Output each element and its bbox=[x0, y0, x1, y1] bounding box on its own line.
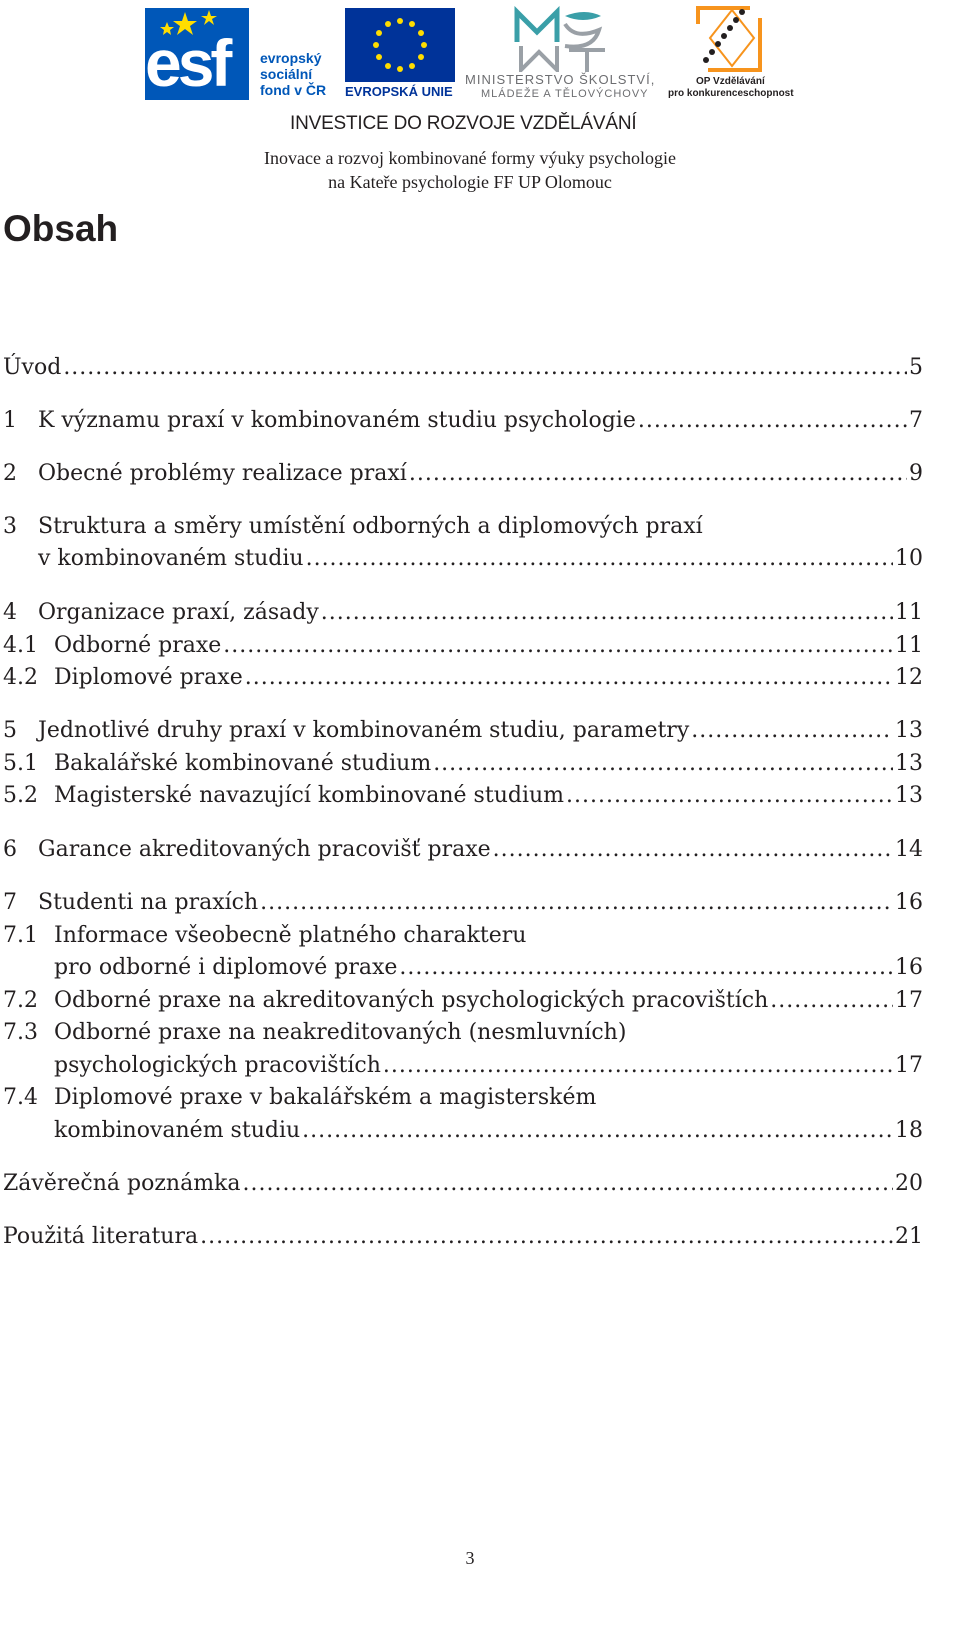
toc-entry[interactable] bbox=[3, 715, 923, 747]
toc-subentry[interactable] bbox=[3, 985, 923, 1017]
toc-entry-number: 4.1 bbox=[3, 633, 38, 658]
toc-entry-title: v kombinovaném studiu bbox=[38, 546, 304, 571]
toc-leader bbox=[306, 543, 893, 575]
op-logo bbox=[668, 4, 798, 100]
toc-entry-page: 11 bbox=[895, 633, 923, 658]
toc-leader bbox=[566, 780, 893, 812]
toc-subentry-continuation[interactable] bbox=[3, 952, 923, 984]
toc-entry-page: 9 bbox=[909, 461, 923, 486]
toc-entry-page: 13 bbox=[895, 783, 923, 808]
toc-entry-title: Diplomové praxe bbox=[54, 665, 243, 690]
toc-entry-page: 11 bbox=[895, 600, 923, 625]
header-logos bbox=[0, 0, 960, 120]
toc-entry[interactable] bbox=[3, 511, 923, 543]
esf-text-line: fond v ČR bbox=[260, 82, 327, 98]
toc-entry-page: 21 bbox=[895, 1224, 923, 1249]
toc-entry-number: 6 bbox=[3, 837, 17, 862]
toc-subentry-continuation[interactable] bbox=[3, 1050, 923, 1082]
toc-entry[interactable] bbox=[3, 834, 923, 866]
toc-leader bbox=[223, 630, 893, 662]
toc-subentry-continuation[interactable] bbox=[3, 1115, 923, 1147]
toc-entry-page: 17 bbox=[895, 1053, 923, 1078]
toc-leader bbox=[63, 352, 907, 384]
toc-entry-number: 7.1 bbox=[3, 923, 38, 948]
toc-subentry[interactable] bbox=[3, 920, 923, 952]
toc-entry-page: 16 bbox=[895, 955, 923, 980]
toc-leader bbox=[243, 1168, 894, 1200]
toc-leader bbox=[638, 405, 907, 437]
toc-entry-title: Organizace praxí, zásady bbox=[38, 600, 319, 625]
esf-text bbox=[260, 50, 326, 98]
toc-entry-continuation[interactable] bbox=[3, 543, 923, 575]
toc-leader bbox=[409, 458, 907, 490]
toc-subentry[interactable] bbox=[3, 748, 923, 780]
toc-entry-title: kombinovaném studiu bbox=[54, 1118, 301, 1143]
toc-entry-title: psychologických pracovištích bbox=[54, 1053, 381, 1078]
toc-entry[interactable] bbox=[3, 597, 923, 629]
toc-entry-number: 2 bbox=[3, 461, 17, 486]
toc-entry-title: Garance akreditovaných pracovišť praxe bbox=[38, 837, 491, 862]
toc-entry-number: 1 bbox=[3, 408, 17, 433]
toc-entry-title: Odborné praxe na neakreditovaných (nesmluvních) bbox=[54, 1020, 627, 1045]
toc-leader bbox=[302, 1115, 893, 1147]
esf-flag bbox=[145, 8, 249, 100]
eu-flag bbox=[345, 8, 455, 82]
toc-leader bbox=[200, 1221, 893, 1253]
toc-entry-page: 13 bbox=[895, 718, 923, 743]
toc-entry-title: Studenti na praxích bbox=[38, 890, 259, 915]
toc-entry-title: Struktura a směry umístění odborných a diplomových praxí bbox=[38, 514, 703, 539]
toc-entry-page: 17 bbox=[895, 988, 923, 1013]
toc-entry-number: 7.4 bbox=[3, 1085, 38, 1110]
msmt-logo bbox=[465, 6, 665, 100]
toc-subentry[interactable] bbox=[3, 1017, 923, 1049]
toc-entry[interactable] bbox=[3, 405, 923, 437]
toc-entry-title: Obecné problémy realizace praxí bbox=[38, 461, 407, 486]
toc-entry[interactable] bbox=[3, 458, 923, 490]
toc-entry-number: 7.3 bbox=[3, 1020, 38, 1045]
toc-leader bbox=[321, 597, 893, 629]
toc-entry-title: Odborné praxe na akreditovaných psychologických pracovištích bbox=[54, 988, 769, 1013]
toc-leader bbox=[245, 662, 893, 694]
msmt-line2: MLÁDEŽE A TĚLOVÝCHOVY bbox=[481, 88, 649, 100]
op-line1: OP Vzdělávání bbox=[696, 76, 765, 87]
toc-entry-page: 14 bbox=[895, 837, 923, 862]
toc-entry-title: pro odborné i diplomové praxe bbox=[54, 955, 398, 980]
op-mark-icon bbox=[692, 4, 766, 74]
toc-entry-title: Úvod bbox=[3, 355, 62, 380]
esf-text-line: sociální bbox=[260, 66, 313, 82]
eu-logo bbox=[345, 8, 457, 100]
op-line2: pro konkurenceschopnost bbox=[668, 88, 794, 99]
toc-entry-title: Jednotlivé druhy praxí v kombinovaném studiu, parametry bbox=[38, 718, 690, 743]
toc-entry-title: Závěrečná poznámka bbox=[3, 1171, 241, 1196]
toc-entry-number: 5.2 bbox=[3, 783, 38, 808]
toc-entry-page: 20 bbox=[895, 1171, 923, 1196]
toc-entry-number: 4.2 bbox=[3, 665, 38, 690]
eu-stars-icon bbox=[345, 8, 455, 82]
toc-entry[interactable] bbox=[3, 352, 923, 384]
toc-entry-title: Bakalářské kombinované studium bbox=[54, 751, 432, 776]
toc-entry-page: 18 bbox=[895, 1118, 923, 1143]
toc-entry-title: Informace všeobecně platného charakteru bbox=[54, 923, 527, 948]
toc-entry-number: 7 bbox=[3, 890, 17, 915]
project-subtitle-line2: na Kateře psychologie FF UP Olomouc bbox=[328, 172, 612, 192]
toc-entry-page: 5 bbox=[909, 355, 923, 380]
toc-subentry[interactable] bbox=[3, 662, 923, 694]
toc-leader bbox=[493, 834, 893, 866]
toc-entry-number: 5.1 bbox=[3, 751, 38, 776]
page-title: Obsah bbox=[3, 208, 119, 249]
toc-entry-title: Použitá literatura bbox=[3, 1224, 199, 1249]
toc-entry-title: K významu praxí v kombinovaném studiu psychologie bbox=[38, 408, 636, 433]
toc-entry-number: 3 bbox=[3, 514, 17, 539]
toc-entry-title: Magisterské navazující kombinované studium bbox=[54, 783, 565, 808]
project-subtitle-line1: Inovace a rozvoj kombinované formy výuky psychologie bbox=[264, 148, 676, 168]
toc-leader bbox=[383, 1050, 893, 1082]
toc-entry-page: 7 bbox=[909, 408, 923, 433]
toc-subentry[interactable] bbox=[3, 630, 923, 662]
msmt-line1: MINISTERSTVO ŠKOLSTVÍ, bbox=[465, 72, 656, 87]
esf-logo bbox=[145, 8, 340, 100]
page-number: 3 bbox=[465, 1548, 475, 1568]
msmt-mark-icon bbox=[513, 6, 609, 72]
toc-entry[interactable] bbox=[3, 887, 923, 919]
toc-entry-number: 7.2 bbox=[3, 988, 38, 1013]
toc-entry-page: 16 bbox=[895, 890, 923, 915]
toc-leader bbox=[260, 887, 893, 919]
toc-entry-title: Diplomové praxe v bakalářském a magisterském bbox=[54, 1085, 597, 1110]
toc-entry-number: 5 bbox=[3, 718, 17, 743]
toc-entry-page: 12 bbox=[895, 665, 923, 690]
toc-entry-page: 13 bbox=[895, 751, 923, 776]
toc-leader bbox=[433, 748, 893, 780]
investice-heading: INVESTICE DO ROZVOJE VZDĚLÁVÁNÍ bbox=[290, 113, 637, 134]
toc-leader bbox=[770, 985, 893, 1017]
toc-leader bbox=[691, 715, 893, 747]
esf-text-line: evropský bbox=[260, 50, 322, 66]
toc-entry-title: Odborné praxe bbox=[54, 633, 222, 658]
toc-entry-page: 10 bbox=[895, 546, 923, 571]
toc-entry-number: 4 bbox=[3, 600, 17, 625]
toc-subentry[interactable] bbox=[3, 780, 923, 812]
toc-entry[interactable] bbox=[3, 1221, 923, 1253]
esf-letters: esf bbox=[145, 26, 229, 100]
toc-entry[interactable] bbox=[3, 1168, 923, 1200]
eu-text: EVROPSKÁ UNIE bbox=[345, 84, 453, 99]
toc-leader bbox=[399, 952, 893, 984]
toc-subentry[interactable] bbox=[3, 1082, 923, 1114]
